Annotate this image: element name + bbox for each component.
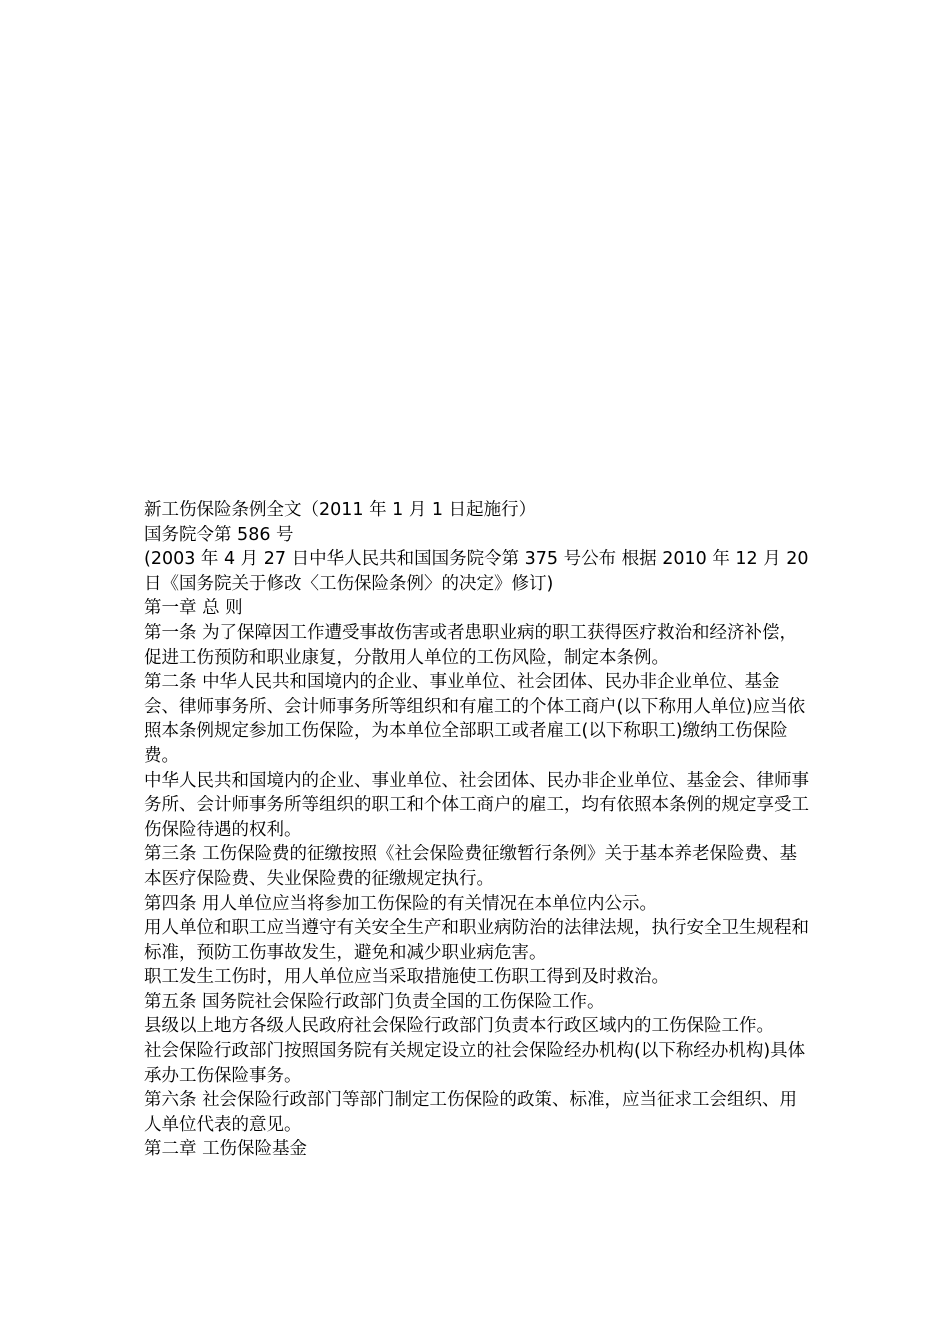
article-paragraph: 第三条 工伤保险费的征缴按照《社会保险费征缴暂行条例》关于基本养老保险费、基本医疗保险费、失业保险费的征缴规定执行。 <box>144 844 798 889</box>
article-paragraph: 第一条 为了保障因工作遭受事故伤害或者患职业病的职工获得医疗救治和经济补偿，促进工伤预防和职业康复，分散用人单位的工伤风险，制定本条例。 <box>144 622 798 668</box>
article-paragraph: 职工发生工伤时，用人单位应当采取措施使工伤职工得到及时救治。 <box>144 967 669 988</box>
article-paragraph: 第二条 中华人民共和国境内的企业、事业单位、社会团体、民办非企业单位、基金会、律师事务所、会计师事务所等组织和有雇工的个体工商户(以下称用人单位)应当依照本条例规定参加工伤保险，为本单位全部职工或者雇工(以下称职工)缴纳工伤保险费。 <box>144 672 806 766</box>
chapter-heading: 第一章 总 则 <box>144 598 243 619</box>
document-title: 新工伤保险条例全文（2011 年 1 月 1 日起施行） <box>144 500 537 520</box>
order-number: 国务院令第 586 号 <box>144 524 294 545</box>
article-paragraph: 中华人民共和国境内的企业、事业单位、社会团体、民办非企业单位、基金会、律师事务所、会计师事务所等组织的职工和个体工商户的雇工，均有依照本条例的规定享受工伤保险待遇的权利。 <box>144 770 809 840</box>
article-paragraph: 第五条 国务院社会保险行政部门负责全国的工伤保险工作。 <box>144 991 605 1012</box>
article-paragraph: 第四条 用人单位应当将参加工伤保险的有关情况在本单位内公示。 <box>144 893 658 914</box>
article-paragraph: 县级以上地方各级人民政府社会保险行政部门负责本行政区域内的工伤保险工作。 <box>144 1016 774 1037</box>
article-paragraph: 第六条 社会保险行政部门等部门制定工伤保险的政策、标准，应当征求工会组织、用人单位代表的意见。 <box>144 1090 798 1135</box>
article-paragraph: 用人单位和职工应当遵守有关安全生产和职业病防治的法律法规，执行安全卫生规程和标准，预防工伤事故发生，避免和减少职业病危害。 <box>144 918 809 963</box>
article-paragraph: 社会保险行政部门按照国务院有关规定设立的社会保险经办机构(以下称经办机构)具体承办工伤保险事务。 <box>144 1041 806 1086</box>
publication-note: (2003 年 4 月 27 日中华人民共和国国务院令第 375 号公布 根据 2010 年 12 月 20 日《国务院关于修改〈工伤保险条例〉的决定》修订) <box>144 549 809 594</box>
chapter-heading: 第二章 工伤保险基金 <box>144 1139 308 1160</box>
document-body <box>144 498 810 1162</box>
